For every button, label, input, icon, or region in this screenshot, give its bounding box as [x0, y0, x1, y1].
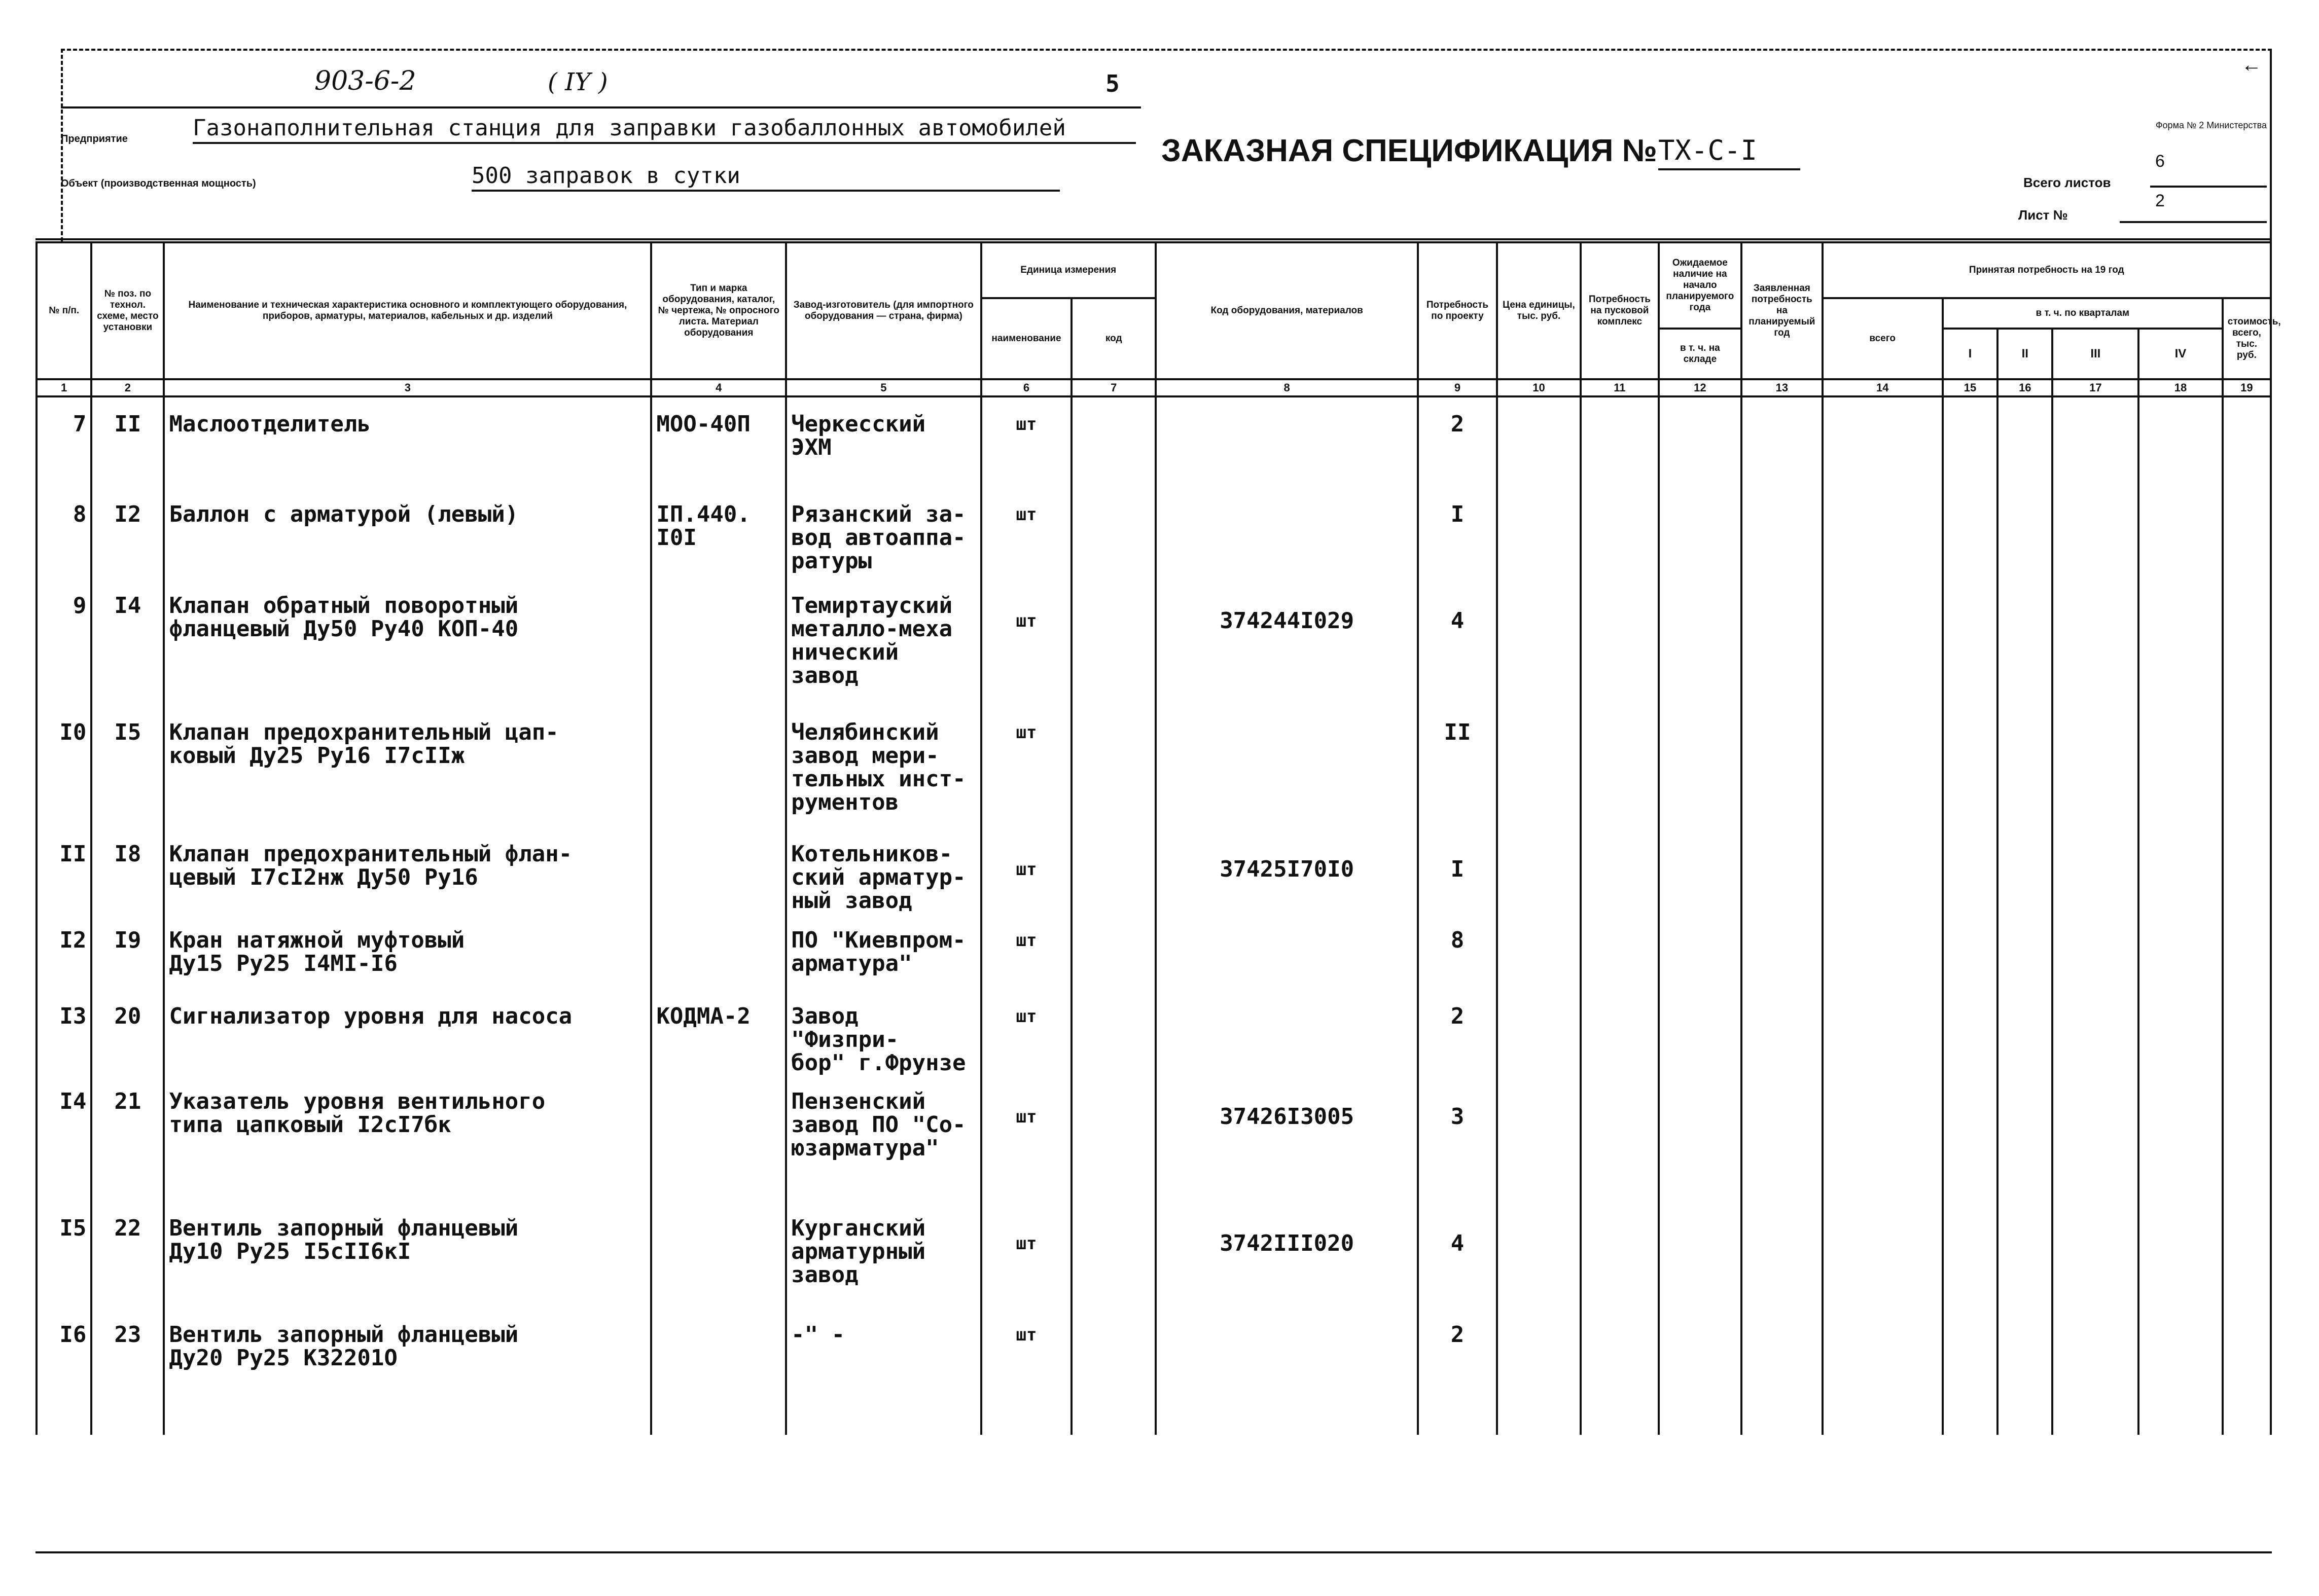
empty-cell — [1997, 706, 2052, 827]
column-number: 19 — [2223, 379, 2271, 396]
row-unit: шт — [981, 827, 1072, 914]
empty-cell — [1997, 1308, 2052, 1435]
empty-cell — [2052, 914, 2138, 990]
column-number: 18 — [2138, 379, 2223, 396]
doc-code: 903-6-2 — [314, 66, 416, 96]
total-sheets-rule — [2150, 186, 2267, 188]
empty-cell — [1659, 579, 1742, 706]
col-header-unit: Единица измерения — [981, 242, 1156, 298]
col-header-unit-name: наименование — [981, 298, 1072, 379]
row-manufacturer: Темиртауский металло-меха нический завод — [786, 579, 981, 706]
empty-cell — [1997, 396, 2052, 488]
column-number: 9 — [1418, 379, 1496, 396]
row-quantity: 4 — [1418, 579, 1496, 706]
empty-cell — [1659, 706, 1742, 827]
row-unit: шт — [981, 579, 1072, 706]
empty-cell — [2052, 706, 2138, 827]
col-header-n: № п/п. — [37, 242, 91, 379]
empty-cell — [1943, 706, 1997, 827]
empty-cell — [1943, 488, 1997, 579]
column-number: 14 — [1823, 379, 1943, 396]
column-number: 10 — [1497, 379, 1581, 396]
row-item-type: МОО-40П — [651, 396, 786, 488]
sheet-value: 2 — [2155, 191, 2165, 210]
empty-cell — [1997, 1075, 2052, 1202]
row-manufacturer: Завод "Физпри- бор" г.Фрунзе — [786, 990, 981, 1075]
empty-cell — [1659, 1308, 1742, 1435]
empty-cell — [1997, 488, 2052, 579]
row-number: I5 — [37, 1202, 91, 1308]
row-number: II — [37, 827, 91, 914]
column-number: 6 — [981, 379, 1072, 396]
row-item-type — [651, 914, 786, 990]
empty-cell — [2138, 827, 2223, 914]
col-header-pos: № поз. по технол. схеме, место установки — [91, 242, 164, 379]
empty-cell — [1943, 914, 1997, 990]
row-quantity: I — [1418, 827, 1496, 914]
table-row — [37, 990, 2271, 1075]
empty-cell — [1581, 990, 1658, 1075]
empty-cell — [1659, 1075, 1742, 1202]
row-item-name: Указатель уровня вентильного типа цапковый I2cI7бк — [164, 1075, 651, 1202]
empty-cell — [1741, 1308, 1822, 1435]
empty-cell — [1581, 1075, 1658, 1202]
empty-cell — [1072, 706, 1156, 827]
empty-cell — [1497, 396, 1581, 488]
empty-cell — [2052, 579, 2138, 706]
empty-cell — [1741, 488, 1822, 579]
col-header-quarters: в т. ч. по кварталам — [1943, 298, 2223, 329]
col-header-launch: Потребность на пусковой комплекс — [1581, 242, 1658, 379]
empty-cell — [1997, 827, 2052, 914]
row-item-type — [651, 827, 786, 914]
total-sheets-label: Всего листов — [2023, 175, 2111, 190]
empty-cell — [2223, 914, 2271, 990]
row-number: I3 — [37, 990, 91, 1075]
row-item-name: Клапан предохранительный цап- ковый Ду25 Ру16 I7cIIж — [164, 706, 651, 827]
column-number: 2 — [91, 379, 164, 396]
col-header-name: Наименование и техническая характеристика основного и комплектующего оборудования, приборов, арматуры, материалов, кабельных и др. изделий — [164, 242, 651, 379]
row-position: I5 — [91, 706, 164, 827]
table-row — [37, 488, 2271, 579]
empty-cell — [1741, 1202, 1822, 1308]
empty-cell — [2138, 488, 2223, 579]
row-number: I0 — [37, 706, 91, 827]
row-code — [1156, 706, 1418, 827]
empty-cell — [2052, 396, 2138, 488]
empty-cell — [1741, 706, 1822, 827]
column-number: 5 — [786, 379, 981, 396]
spec-body — [37, 396, 2271, 1435]
row-unit: шт — [981, 1202, 1072, 1308]
enterprise-label: Предприятие — [61, 133, 128, 144]
empty-cell — [2052, 1075, 2138, 1202]
empty-cell — [1659, 396, 1742, 488]
table-top-rule — [35, 238, 2272, 240]
column-number: 7 — [1072, 379, 1156, 396]
row-position: I9 — [91, 914, 164, 990]
empty-cell — [2052, 990, 2138, 1075]
empty-cell — [1823, 579, 1943, 706]
empty-cell — [1659, 488, 1742, 579]
empty-cell — [2138, 396, 2223, 488]
empty-cell — [2223, 579, 2271, 706]
empty-cell — [1997, 579, 2052, 706]
empty-cell — [2138, 1308, 2223, 1435]
row-position: I2 — [91, 488, 164, 579]
empty-cell — [2138, 990, 2223, 1075]
row-manufacturer: Пензенский завод ПО "Со- юзарматура" — [786, 1075, 981, 1202]
row-position: 21 — [91, 1075, 164, 1202]
col-header-q4: IV — [2138, 329, 2223, 379]
object-value: 500 заправок в сутки — [472, 162, 1060, 192]
column-number-row — [37, 379, 2271, 396]
empty-cell — [1072, 488, 1156, 579]
sheet-rule — [2120, 221, 2267, 223]
empty-cell — [1581, 914, 1658, 990]
row-item-type — [651, 1075, 786, 1202]
row-position: I4 — [91, 579, 164, 706]
table-row — [37, 579, 2271, 706]
col-header-cost: стоимость, всего, тыс. руб. — [2223, 298, 2271, 379]
column-number: 17 — [2052, 379, 2138, 396]
empty-cell — [1823, 990, 1943, 1075]
row-item-type — [651, 706, 786, 827]
frame-left — [61, 49, 63, 241]
empty-cell — [1823, 827, 1943, 914]
empty-cell — [1581, 396, 1658, 488]
row-item-name: Баллон с арматурой (левый) — [164, 488, 651, 579]
col-header-unit-code: код — [1072, 298, 1156, 379]
empty-cell — [2223, 1075, 2271, 1202]
col-header-accepted: Принятая потребность на 19 год — [1823, 242, 2271, 298]
empty-cell — [1741, 396, 1822, 488]
empty-cell — [1497, 1308, 1581, 1435]
table-row — [37, 1202, 2271, 1308]
empty-cell — [1072, 1308, 1156, 1435]
empty-cell — [1581, 827, 1658, 914]
object-label: Объект (производственная мощность) — [61, 178, 256, 189]
row-unit: шт — [981, 706, 1072, 827]
empty-cell — [2223, 396, 2271, 488]
row-manufacturer: -" - — [786, 1308, 981, 1435]
row-item-type — [651, 1308, 786, 1435]
sheet-label: Лист № — [2018, 207, 2068, 223]
empty-cell — [1072, 579, 1156, 706]
empty-cell — [2052, 827, 2138, 914]
empty-cell — [1072, 827, 1156, 914]
row-item-type — [651, 579, 786, 706]
row-manufacturer: Котельников- ский арматур- ный завод — [786, 827, 981, 914]
empty-cell — [2052, 1308, 2138, 1435]
volume-label: ( IY ) — [548, 68, 608, 96]
row-position: II — [91, 396, 164, 488]
empty-cell — [1497, 706, 1581, 827]
empty-cell — [2223, 1202, 2271, 1308]
empty-cell — [1823, 1202, 1943, 1308]
row-code — [1156, 990, 1418, 1075]
row-code — [1156, 1308, 1418, 1435]
row-item-name: Кран натяжной муфтовый Ду15 Ру25 I4МI-I6 — [164, 914, 651, 990]
row-quantity: I — [1418, 488, 1496, 579]
empty-cell — [1581, 706, 1658, 827]
empty-cell — [1943, 990, 1997, 1075]
total-sheets-value: 6 — [2155, 152, 2165, 171]
empty-cell — [1741, 1075, 1822, 1202]
empty-cell — [1741, 914, 1822, 990]
column-number: 16 — [1997, 379, 2052, 396]
col-header-qty: Потребность по проекту — [1418, 242, 1496, 379]
frame-right — [2270, 49, 2272, 241]
column-number: 8 — [1156, 379, 1418, 396]
form-caption: Форма № 2 Министерства — [2155, 120, 2267, 130]
spec-table — [35, 241, 2281, 1435]
table-row — [37, 1075, 2271, 1202]
row-item-name: Вентиль запорный фланцевый Ду10 Ру25 I5cII6кI — [164, 1202, 651, 1308]
row-number: 9 — [37, 579, 91, 706]
empty-cell — [1072, 914, 1156, 990]
empty-cell — [2052, 488, 2138, 579]
empty-cell — [1823, 1075, 1943, 1202]
row-code: 374244I029 — [1156, 579, 1418, 706]
empty-cell — [1997, 990, 2052, 1075]
table-row — [37, 914, 2271, 990]
col-header-maker: Завод-изготовитель (для импортного оборудования — страна, фирма) — [786, 242, 981, 379]
col-header-price: Цена единицы, тыс. руб. — [1497, 242, 1581, 379]
empty-cell — [1581, 1308, 1658, 1435]
empty-cell — [1997, 1202, 2052, 1308]
empty-cell — [1497, 488, 1581, 579]
empty-cell — [1581, 579, 1658, 706]
empty-cell — [1659, 827, 1742, 914]
row-code: 3742III020 — [1156, 1202, 1418, 1308]
row-code: 37425I70I0 — [1156, 827, 1418, 914]
row-quantity: 4 — [1418, 1202, 1496, 1308]
empty-cell — [1823, 396, 1943, 488]
column-number: 3 — [164, 379, 651, 396]
empty-cell — [2223, 1308, 2271, 1435]
row-unit: шт — [981, 396, 1072, 488]
empty-cell — [1497, 1075, 1581, 1202]
empty-cell — [2223, 706, 2271, 827]
empty-cell — [2223, 488, 2271, 579]
row-item-type: КОДМА-2 — [651, 990, 786, 1075]
empty-cell — [1943, 1308, 1997, 1435]
row-unit: шт — [981, 1308, 1072, 1435]
enterprise-value: Газонаполнительная станция для заправки газобаллонных автомобилей — [193, 115, 1136, 144]
row-item-type: IП.440. I0I — [651, 488, 786, 579]
empty-cell — [2138, 1202, 2223, 1308]
row-quantity: 2 — [1418, 396, 1496, 488]
column-number: 1 — [37, 379, 91, 396]
spec-title: ЗАКАЗНАЯ СПЕЦИФИКАЦИЯ № — [1161, 133, 1657, 168]
empty-cell — [1072, 396, 1156, 488]
column-number: 12 — [1659, 379, 1742, 396]
row-item-name: Маслоотделитель — [164, 396, 651, 488]
row-number: I6 — [37, 1308, 91, 1435]
empty-cell — [2138, 1075, 2223, 1202]
empty-cell — [2138, 579, 2223, 706]
row-quantity: 8 — [1418, 914, 1496, 990]
spec-number: ТХ-С-I — [1658, 133, 1800, 170]
empty-cell — [2138, 706, 2223, 827]
row-position: 20 — [91, 990, 164, 1075]
empty-cell — [1497, 1202, 1581, 1308]
table-row — [37, 827, 2271, 914]
page-number: 5 — [1105, 70, 1120, 97]
col-header-declared: Заявленная потребность на планируемый год — [1741, 242, 1822, 379]
row-quantity: 2 — [1418, 990, 1496, 1075]
empty-cell — [1823, 706, 1943, 827]
empty-cell — [1741, 579, 1822, 706]
empty-cell — [1497, 827, 1581, 914]
column-number: 15 — [1943, 379, 1997, 396]
row-item-name: Клапан обратный поворотный фланцевый Ду50 Ру40 КОП-40 — [164, 579, 651, 706]
empty-cell — [1659, 990, 1742, 1075]
empty-cell — [1072, 1202, 1156, 1308]
row-position: 22 — [91, 1202, 164, 1308]
row-manufacturer: Черкесский ЭХМ — [786, 396, 981, 488]
table-row — [37, 396, 2271, 488]
row-manufacturer: Курганский арматурный завод — [786, 1202, 981, 1308]
empty-cell — [2052, 1202, 2138, 1308]
row-number: 8 — [37, 488, 91, 579]
empty-cell — [1997, 914, 2052, 990]
row-item-name: Сигнализатор уровня для насоса — [164, 990, 651, 1075]
row-number: I2 — [37, 914, 91, 990]
row-position: 23 — [91, 1308, 164, 1435]
row-code — [1156, 396, 1418, 488]
row-manufacturer: Рязанский за- вод автоаппа- ратуры — [786, 488, 981, 579]
empty-cell — [1072, 990, 1156, 1075]
table-bottom-rule — [35, 1551, 2272, 1553]
table-row — [37, 1308, 2271, 1435]
row-number: 7 — [37, 396, 91, 488]
row-manufacturer: Челябинский завод мери- тельных инст- рументов — [786, 706, 981, 827]
table-row — [37, 706, 2271, 827]
empty-cell — [1823, 1308, 1943, 1435]
empty-cell — [1581, 488, 1658, 579]
row-quantity: 3 — [1418, 1075, 1496, 1202]
row-item-name: Клапан предохранительный флан- цевый I7cI2нж Ду50 Ру16 — [164, 827, 651, 914]
column-number: 4 — [651, 379, 786, 396]
row-position: I8 — [91, 827, 164, 914]
column-number: 11 — [1581, 379, 1658, 396]
row-item-name: Вентиль запорный фланцевый Ду20 Ру25 К32201О — [164, 1308, 651, 1435]
empty-cell — [2223, 990, 2271, 1075]
row-manufacturer: ПО "Киевпром- арматура" — [786, 914, 981, 990]
empty-cell — [1943, 827, 1997, 914]
empty-cell — [1741, 827, 1822, 914]
empty-cell — [1823, 914, 1943, 990]
col-header-q3: III — [2052, 329, 2138, 379]
empty-cell — [1943, 579, 1997, 706]
empty-cell — [1943, 1202, 1997, 1308]
empty-cell — [1741, 990, 1822, 1075]
empty-cell — [1943, 396, 1997, 488]
empty-cell — [2138, 914, 2223, 990]
empty-cell — [1823, 488, 1943, 579]
row-unit: шт — [981, 914, 1072, 990]
empty-cell — [1497, 579, 1581, 706]
row-quantity: 2 — [1418, 1308, 1496, 1435]
col-header-in-stock: в т. ч. на складе — [1659, 329, 1742, 379]
row-code — [1156, 914, 1418, 990]
row-item-type — [651, 1202, 786, 1308]
header-divider — [61, 106, 1141, 108]
col-header-total: всего — [1823, 298, 1943, 379]
col-header-expected: Ожидаемое наличие на начало планируемого года — [1659, 242, 1742, 329]
empty-cell — [1943, 1075, 1997, 1202]
row-number: I4 — [37, 1075, 91, 1202]
empty-cell — [1581, 1202, 1658, 1308]
corner-emblem: ← — [2241, 54, 2262, 76]
row-unit: шт — [981, 1075, 1072, 1202]
empty-cell — [1072, 1075, 1156, 1202]
row-quantity: II — [1418, 706, 1496, 827]
empty-cell — [2223, 827, 2271, 914]
col-header-q1: I — [1943, 329, 1997, 379]
column-number: 13 — [1741, 379, 1822, 396]
empty-cell — [1497, 914, 1581, 990]
col-header-type: Тип и марка оборудования, каталог, № чертежа, № опросного листа. Материал оборудования — [651, 242, 786, 379]
col-header-q2: II — [1997, 329, 2052, 379]
row-unit: шт — [981, 990, 1072, 1075]
col-header-code: Код оборудования, материалов — [1156, 242, 1418, 379]
row-code — [1156, 488, 1418, 579]
row-unit: шт — [981, 488, 1072, 579]
row-code: 37426I3005 — [1156, 1075, 1418, 1202]
frame-top — [61, 49, 2272, 51]
empty-cell — [1497, 990, 1581, 1075]
empty-cell — [1659, 1202, 1742, 1308]
empty-cell — [1659, 914, 1742, 990]
